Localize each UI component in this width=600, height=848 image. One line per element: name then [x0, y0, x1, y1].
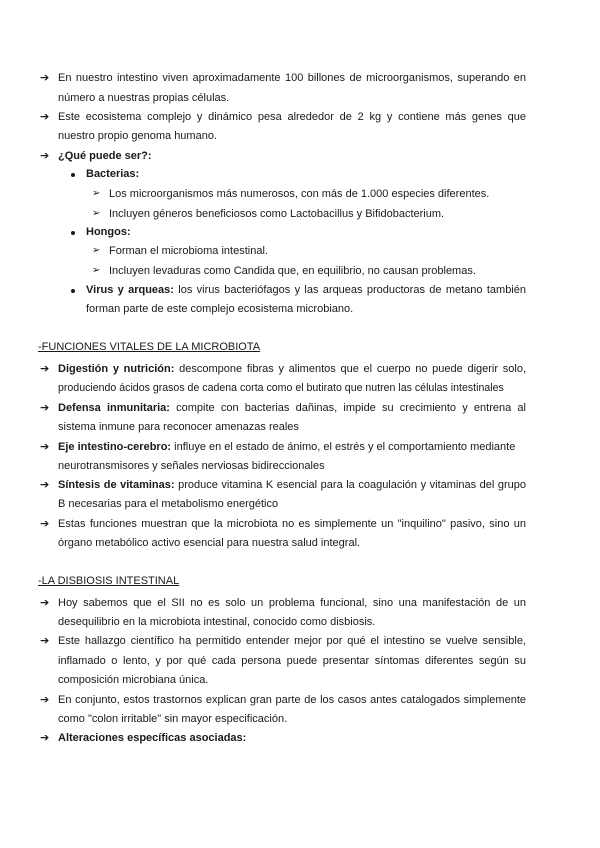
arrow-bullet-icon: ➔ — [40, 401, 50, 414]
round-bullet-icon — [71, 289, 75, 293]
intro-p2-line2: nuestro propio genoma humano. — [58, 130, 217, 142]
arrow-bullet-icon: ➔ — [40, 596, 50, 609]
arrow-bullet-icon: ➔ — [40, 634, 50, 647]
defensa-line2: sistema inmune para reconocer amenazas reales — [58, 421, 299, 433]
digestion-line2: produciendo ácidos grasos de cadena corta como el butirato que nutren las células intestinales — [58, 382, 504, 394]
disbiosis-p2-line3: composición microbiana única. — [58, 674, 209, 686]
arrow-bullet-icon: ➔ — [40, 517, 50, 530]
hongos-item: Forman el microbioma intestinal. — [109, 245, 268, 257]
arrow-bullet-icon: ➔ — [40, 478, 50, 491]
intro-p1-line1: En nuestro intestino viven aproximadamente 100 billones de microorganismos, superando en — [58, 72, 526, 84]
hongos-label: Hongos: — [86, 226, 131, 238]
eje-line2: neurotransmisores y señales nerviosas bidireccionales — [58, 460, 325, 472]
funciones-conclusion-line2: órgano metabólico activo esencial para nuestra salud integral. — [58, 537, 361, 549]
arrow-bullet-icon: ➔ — [40, 693, 50, 706]
triangle-bullet-icon: ➢ — [92, 188, 101, 199]
defensa-line1: Defensa inmunitaria: compite con bacterias dañinas, impide su crecimiento y entrena al — [58, 402, 526, 414]
funciones-heading: -FUNCIONES VITALES DE LA MICROBIOTA — [38, 341, 261, 353]
bacterias-item: Incluyen géneros beneficiosos como Lactobacillus y Bifidobacterium. — [109, 208, 445, 220]
eje-line1: Eje intestino-cerebro: influye en el estado de ánimo, el estrés y el comportamiento mediante — [58, 441, 516, 453]
triangle-bullet-icon: ➢ — [92, 245, 101, 256]
arrow-bullet-icon: ➔ — [40, 71, 50, 84]
virus-line2: forman parte de este complejo ecosistema microbiano. — [86, 303, 354, 315]
digestion-line1: Digestión y nutrición: descompone fibras y alimentos que el cuerpo no puede digerir solo, — [58, 363, 526, 375]
disbiosis-p1-line2: desequilibrio en la microbiota intestinal, conocido como disbiosis. — [58, 616, 376, 628]
hongos-item: Incluyen levaduras como Candida que, en equilibrio, no causan problemas. — [109, 265, 476, 277]
disbiosis-p2-line1: Este hallazgo científico ha permitido entender mejor por qué el intestino se vuelve sensible, — [58, 635, 526, 647]
disbiosis-p3-line1: En conjunto, estos trastornos explican gran parte de los casos antes catalogados simplemente — [58, 694, 526, 706]
disbiosis-p1-line1: Hoy sabemos que el SII no es solo un problema funcional, sino una manifestación de un — [58, 597, 526, 609]
alteraciones-heading: Alteraciones específicas asociadas: — [58, 732, 247, 744]
arrow-bullet-icon: ➔ — [40, 110, 50, 123]
disbiosis-heading: -LA DISBIOSIS INTESTINAL — [38, 575, 180, 587]
question-heading: ¿Qué puede ser?: — [58, 150, 152, 162]
arrow-bullet-icon: ➔ — [40, 149, 50, 162]
disbiosis-p2-line2: inflamado o lento, y por qué cada persona puede presentar síntomas diferentes según su — [58, 655, 526, 667]
sintesis-line1: Síntesis de vitaminas: produce vitamina K esencial para la coagulación y vitaminas del grupo — [58, 479, 527, 491]
bacterias-label: Bacterias: — [86, 168, 140, 180]
triangle-bullet-icon: ➢ — [92, 208, 101, 219]
round-bullet-icon — [71, 231, 75, 235]
intro-p1-line2: número a nuestras propias células. — [58, 92, 230, 104]
disbiosis-p3-line2: como "colon irritable" sin mayor especificación. — [58, 713, 288, 725]
arrow-bullet-icon: ➔ — [40, 440, 50, 453]
arrow-bullet-icon: ➔ — [40, 362, 50, 375]
round-bullet-icon — [71, 173, 75, 177]
bacterias-item: Los microorganismos más numerosos, con más de 1.000 especies diferentes. — [109, 188, 490, 200]
virus-line1: Virus y arqueas: los virus bacteriófagos y las arqueas productoras de metano también — [86, 284, 526, 296]
funciones-conclusion-line1: Estas funciones muestran que la microbiota no es simplemente un "inquilino" pasivo, sino un — [58, 518, 526, 530]
triangle-bullet-icon: ➢ — [92, 265, 101, 276]
sintesis-line2: B necesarias para el metabolismo energético — [58, 498, 279, 510]
intro-p2-line1: Este ecosistema complejo y dinámico pesa alrededor de 2 kg y contiene más genes que — [58, 111, 526, 123]
arrow-bullet-icon: ➔ — [40, 731, 50, 744]
